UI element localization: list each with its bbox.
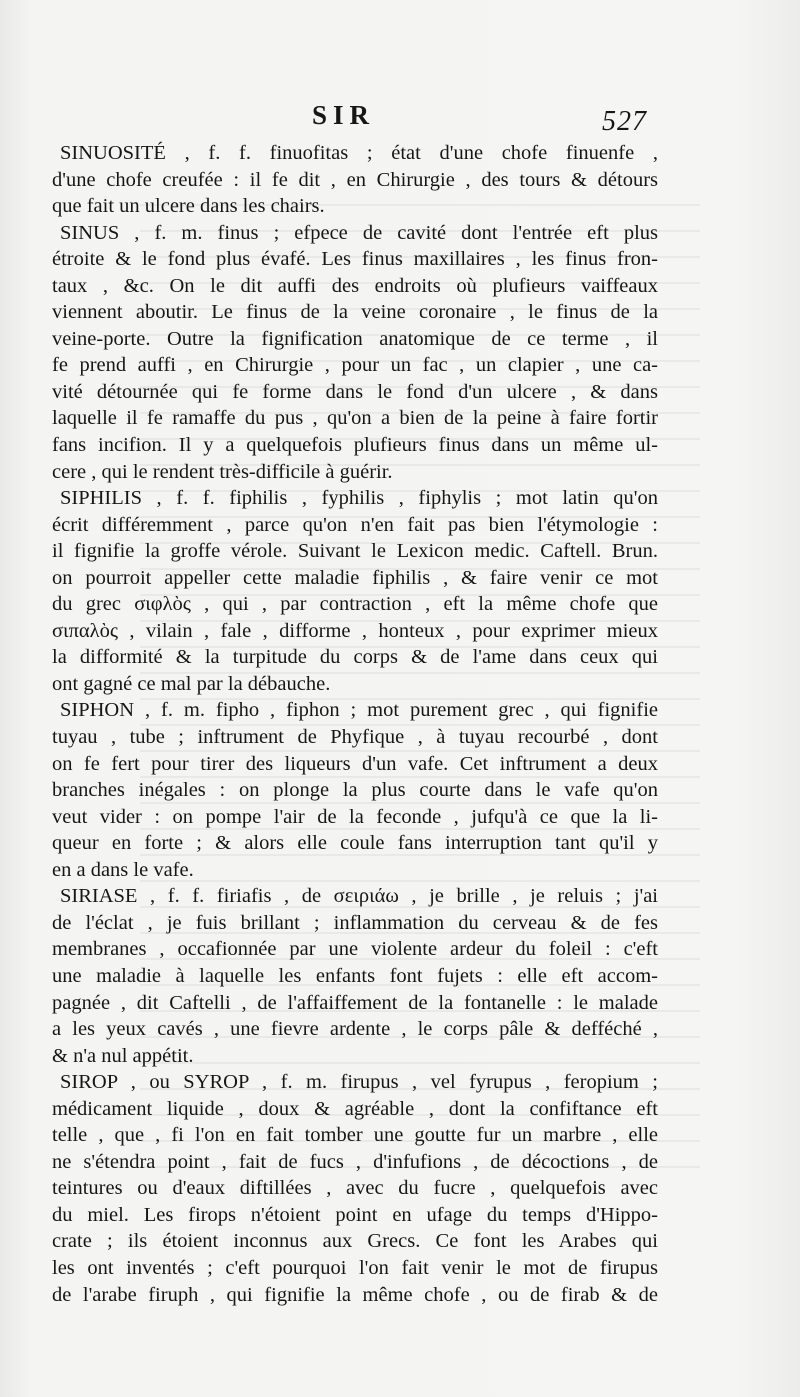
text-line: crate ; ils étoient inconnus aux Grecs. Ce font les Arabes qui [52,1230,658,1253]
text-line: de l'éclat , je fuis brillant ; inflammation du cerveau & de fes [52,911,658,934]
text-line: ont gagné ce mal par la débauche. [52,672,331,695]
text-line: & n'a nul appétit. [52,1044,194,1067]
text-line: viennent aboutir. Le finus de la veine coronaire , le finus de la [52,301,658,324]
text-line: du grec σιφλὸς , qui , par contraction , eft la même chofe que [52,593,658,616]
text-line: membranes , occafionnée par une violente ardeur du foleil : c'eft [52,938,658,961]
text-line: queur en forte ; & alors elle coule fans interruption tant qu'il y [52,832,658,855]
dictionary-text [52,140,658,1308]
text-line: fe prend auffi , en Chirurgie , pour un fac , un clapier , une ca- [52,354,658,377]
entry-first-line: SINUS , f. m. finus ; efpece de cavité dont l'entrée eft plus [60,221,658,244]
page-header [0,100,800,140]
entry-first-line: SIPHON , f. m. fipho , fiphon ; mot purement grec , qui fignifie [60,699,658,722]
text-line: médicament liquide , doux & agréable , dont la confiftance eft [52,1097,658,1120]
text-line: une maladie à laquelle les enfants font fujets : elle eft accom- [52,964,658,987]
text-line: taux , &c. On le dit auffi des endroits où plufieurs vaiffeaux [52,274,658,297]
text-line: a les yeux cavés , une fievre ardente , le corps pâle & defféché , [52,1018,658,1041]
text-line: veine-porte. Outre la fignification anatomique de ce terme , il [52,327,658,350]
text-line: étroite & le fond plus évafé. Les finus maxillaires , les finus fron- [52,248,658,271]
text-line: en a dans le vafe. [52,858,194,881]
text-line: pagnée , dit Caftelli , de l'affaiffement de la fontanelle : le malade [52,991,658,1014]
entry-first-line: SIRIASE , f. f. firiafis , de σειριάω , je brille , je reluis ; j'ai [60,885,658,908]
text-line: d'une chofe creufée : il fe dit , en Chirurgie , des tours & détours [52,168,658,191]
text-line: telle , que , fi l'on en fait tomber une goutte fur un marbre , elle [52,1124,658,1147]
running-head: SIR [312,100,376,130]
text-line: laquelle il fe ramaffe du pus , qu'on a bien de la peine à faire fortir [52,407,658,430]
text-line: on pourroit appeller cette maladie fiphilis , & faire venir ce mot [52,566,658,589]
text-line: fans incifion. Il y a quelquefois plufieurs finus dans un même ul- [52,434,658,457]
text-line: écrit différemment , parce qu'on n'en fait pas bien l'étymologie : [52,513,658,536]
text-line: vité détournée qui fe forme dans le fond d'un ulcere , & dans [52,380,658,403]
text-line: on fe fert pour tirer des liqueurs d'un vafe. Cet inftrument a deux [52,752,658,775]
page-number: 527 [602,106,647,137]
text-line: les ont inventés ; c'eft pourquoi l'on fait venir le mot de firupus [52,1256,658,1279]
text-line: que fait un ulcere dans les chairs. [52,195,325,218]
text-line: du miel. Les firops n'étoient point en ufage du temps d'Hippo- [52,1203,658,1226]
text-line: ne s'étendra point , fait de fucs , d'infufions , de décoctions , de [52,1150,658,1173]
text-line: teintures ou d'eaux diftillées , avec du fucre , quelquefois avec [52,1177,658,1200]
text-line: veut vider : on pompe l'air de la feconde , jufqu'à ce que la li- [52,805,658,828]
text-line: la difformité & la turpitude du corps & de l'ame dans ceux qui [52,646,658,669]
entry-first-line: SIROP , ou SYROP , f. m. firupus , vel fyrupus , feropium ; [60,1071,658,1094]
text-line: cere , qui le rendent très-difficile à guérir. [52,460,393,483]
text-line: tuyau , tube ; inftrument de Phyfique , à tuyau recourbé , dont [52,726,658,749]
text-line: de l'arabe firuph , qui fignifie la même chofe , ou de firab & de [52,1283,658,1306]
text-line: branches inégales : on plonge la plus courte dans le vafe qu'on [52,779,658,802]
entry-first-line: SINUOSITÉ , f. f. finuofitas ; état d'une chofe finuenfe , [60,142,658,164]
text-line: il fignifie la groffe vérole. Suivant le Lexicon medic. Caftell. Brun. [52,540,658,563]
entry-first-line: SIPHILIS , f. f. fiphilis , fyphilis , fiphylis ; mot latin qu'on [60,487,658,510]
text-line: σιπαλὸς , vilain , fale , difforme , honteux , pour exprimer mieux [52,619,658,642]
